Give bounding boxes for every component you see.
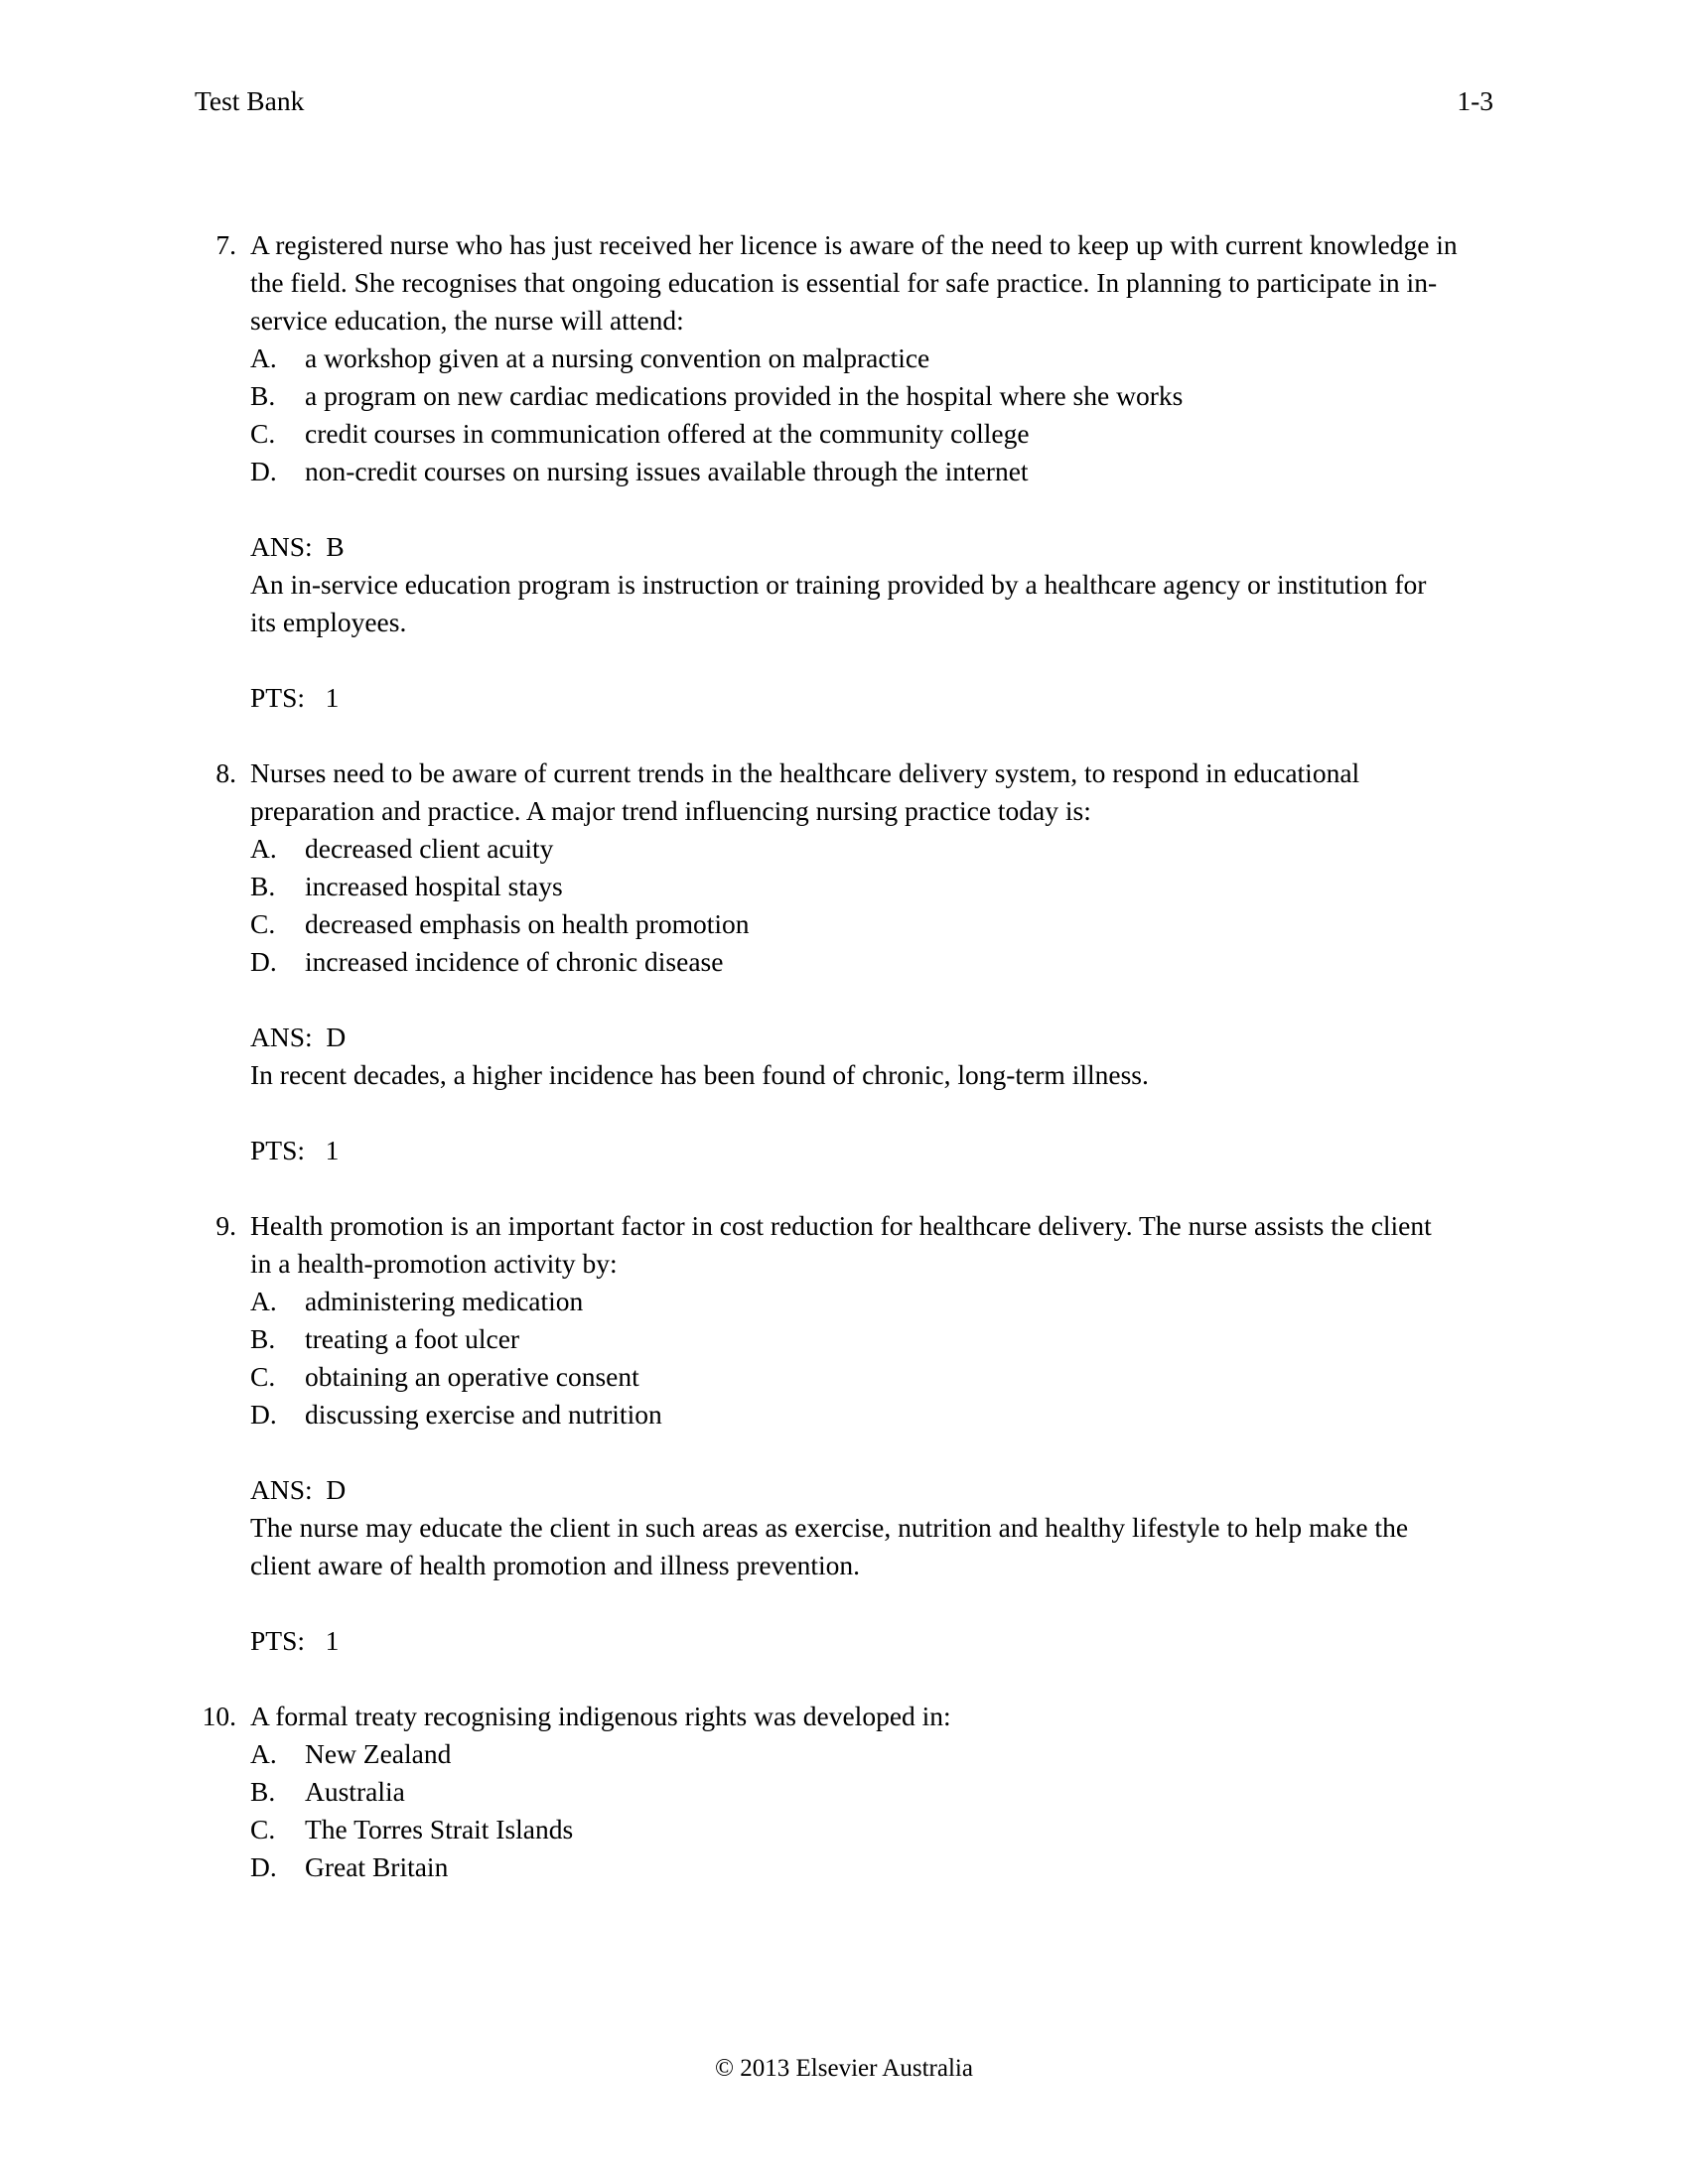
option-text: non-credit courses on nursing issues available through the internet — [305, 456, 1029, 486]
option-item[interactable] — [250, 868, 1458, 905]
question-block — [195, 754, 1458, 1207]
answer-block — [250, 1471, 1458, 1584]
answer-value: D — [326, 1474, 347, 1505]
option-letter: D. — [250, 1399, 277, 1430]
option-text: decreased emphasis on health promotion — [305, 908, 750, 939]
answer-rationale: An in-service education program is instruction or training provided by a healthcare agency or institution for its employees. — [250, 569, 1427, 637]
option-text: Australia — [305, 1776, 405, 1807]
option-letter: A. — [250, 833, 277, 864]
option-list — [250, 1735, 1458, 1886]
option-text: credit courses in communication offered at the community college — [305, 418, 1030, 449]
option-letter: B. — [250, 871, 276, 901]
option-item[interactable] — [250, 377, 1458, 415]
answer-line — [250, 1019, 1458, 1056]
question-list — [195, 226, 1458, 1886]
option-item[interactable] — [250, 943, 1458, 981]
option-text: decreased client acuity — [305, 833, 554, 864]
points-label: PTS: — [250, 1625, 306, 1656]
answer-block — [250, 528, 1458, 641]
points-block — [250, 1622, 1458, 1660]
block-spacer — [195, 1660, 1458, 1698]
question-stem: A registered nurse who has just received her licence is aware of the need to keep up with current knowledge in the field. She recognises that ongoing education is essential for safe practice. In planning to participate in in-service education, the nurse will attend: — [250, 229, 1458, 336]
option-item[interactable] — [250, 1283, 1458, 1320]
answer-label: ANS: — [250, 1474, 313, 1505]
question-stem: Health promotion is an important factor in cost reduction for healthcare delivery. The nurse assists the client in a health-promotion activity by: — [250, 1210, 1432, 1279]
option-text: discussing exercise and nutrition — [305, 1399, 662, 1430]
option-list — [250, 830, 1458, 981]
option-list — [250, 340, 1458, 490]
points-value: 1 — [325, 1625, 340, 1656]
answer-rationale: The nurse may educate the client in such areas as exercise, nutrition and healthy lifestyle to help make the client aware of health promotion and illness prevention. — [250, 1512, 1409, 1580]
option-item[interactable] — [250, 1848, 1458, 1886]
question-stem-row — [195, 1698, 1458, 1735]
header-title: Test Bank — [195, 85, 305, 116]
question-number: 9. — [215, 1210, 236, 1241]
points-label: PTS: — [250, 1135, 306, 1165]
option-text: a program on new cardiac medications provided in the hospital where she works — [305, 380, 1184, 411]
question-number: 10. — [202, 1701, 236, 1731]
question-stem: A formal treaty recognising indigenous rights was developed in: — [250, 1701, 951, 1731]
points-label: PTS: — [250, 682, 306, 713]
question-number: 7. — [215, 229, 236, 260]
header-page-number: 1-3 — [1457, 85, 1493, 116]
option-item[interactable] — [250, 830, 1458, 868]
option-item[interactable] — [250, 1811, 1458, 1848]
option-list — [250, 1283, 1458, 1433]
question-stem: Nurses need to be aware of current trends in the healthcare delivery system, to respond in educational preparation and practice. A major trend influencing nursing practice today is: — [250, 757, 1360, 826]
question-block — [195, 226, 1458, 754]
points-value: 1 — [325, 682, 340, 713]
answer-rationale: In recent decades, a higher incidence has been found of chronic, long-term illness. — [250, 1059, 1149, 1090]
question-block — [195, 1698, 1458, 1886]
option-text: a workshop given at a nursing convention on malpractice — [305, 342, 930, 373]
option-item[interactable] — [250, 1396, 1458, 1433]
option-item[interactable] — [250, 1358, 1458, 1396]
option-item[interactable] — [250, 905, 1458, 943]
running-header — [195, 87, 1493, 115]
option-text: New Zealand — [305, 1738, 452, 1769]
option-item[interactable] — [250, 415, 1458, 453]
points-block — [250, 679, 1458, 717]
option-letter: D. — [250, 1851, 277, 1882]
answer-line — [250, 1471, 1458, 1509]
question-block — [195, 1207, 1458, 1698]
option-text: increased hospital stays — [305, 871, 563, 901]
answer-block — [250, 1019, 1458, 1094]
option-text: increased incidence of chronic disease — [305, 946, 724, 977]
option-letter: C. — [250, 1814, 276, 1844]
option-item[interactable] — [250, 340, 1458, 377]
answer-label: ANS: — [250, 531, 313, 562]
copyright-notice: © 2013 Elsevier Australia — [715, 2055, 973, 2082]
option-item[interactable] — [250, 1773, 1458, 1811]
block-spacer — [195, 1169, 1458, 1207]
question-number: 8. — [215, 757, 236, 788]
option-item[interactable] — [250, 1320, 1458, 1358]
question-stem-row — [195, 1207, 1458, 1283]
page-footer — [0, 2055, 1688, 2083]
option-text: administering medication — [305, 1286, 584, 1316]
option-letter: D. — [250, 946, 277, 977]
option-letter: B. — [250, 1323, 276, 1354]
answer-line — [250, 528, 1458, 566]
option-letter: C. — [250, 1361, 276, 1392]
answer-value: B — [326, 531, 345, 562]
option-letter: C. — [250, 908, 276, 939]
points-block — [250, 1132, 1458, 1169]
option-letter: B. — [250, 380, 276, 411]
question-stem-row — [195, 754, 1458, 830]
answer-label: ANS: — [250, 1022, 313, 1052]
block-spacer — [195, 717, 1458, 754]
question-stem-row — [195, 226, 1458, 340]
option-letter: D. — [250, 456, 277, 486]
option-letter: A. — [250, 1286, 277, 1316]
answer-value: D — [326, 1022, 347, 1052]
option-text: treating a foot ulcer — [305, 1323, 520, 1354]
option-item[interactable] — [250, 1735, 1458, 1773]
option-letter: A. — [250, 342, 277, 373]
option-letter: B. — [250, 1776, 276, 1807]
option-letter: C. — [250, 418, 276, 449]
option-text: Great Britain — [305, 1851, 449, 1882]
option-item[interactable] — [250, 453, 1458, 490]
points-value: 1 — [325, 1135, 340, 1165]
option-text: obtaining an operative consent — [305, 1361, 639, 1392]
option-text: The Torres Strait Islands — [305, 1814, 574, 1844]
option-letter: A. — [250, 1738, 277, 1769]
